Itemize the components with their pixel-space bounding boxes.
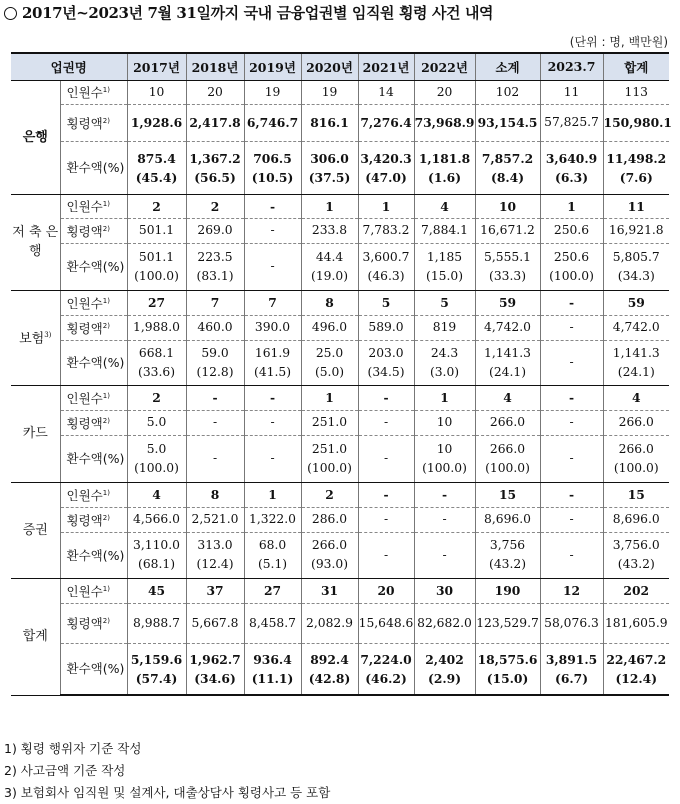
value-cell: 1,988.0 — [127, 315, 186, 340]
metric-label — [60, 340, 127, 385]
table-row — [11, 532, 669, 578]
value-cell: 27 — [127, 290, 186, 315]
value-cell: 113 — [603, 80, 669, 104]
value-cell: 68.0 (5.1) — [244, 532, 301, 578]
value-cell: 266.0 — [603, 410, 669, 435]
value-cell: 7 — [244, 290, 301, 315]
value-cell: 5.0 (100.0) — [127, 435, 186, 482]
metric-label — [60, 385, 127, 410]
value-cell: 19 — [244, 80, 301, 104]
footnote: 1) 횡령 행위자 기준 작성 — [4, 741, 142, 756]
value-cell: - — [414, 482, 475, 507]
value-cell: 3,640.9 (6.3) — [540, 141, 603, 194]
value-cell: 1,181.8 (1.6) — [414, 141, 475, 194]
value-cell: 10 — [475, 194, 540, 218]
value-cell: 875.4 (45.4) — [127, 141, 186, 194]
table-row — [11, 141, 669, 194]
metric-label-text: 인원수 — [66, 199, 103, 215]
metric-label — [60, 80, 127, 104]
value-cell: 501.1 (100.0) — [127, 243, 186, 290]
value-cell: 123,529.7 — [475, 603, 540, 643]
unit-note: (단위 : 명, 백만원) — [569, 35, 668, 49]
header-cell: 소계 — [475, 53, 540, 80]
value-cell: 93,154.5 — [475, 104, 540, 141]
value-cell: 15 — [475, 482, 540, 507]
value-cell: 1,322.0 — [244, 507, 301, 532]
value-cell: 16,671.2 — [475, 218, 540, 243]
value-cell: 233.8 — [301, 218, 358, 243]
table-row — [11, 104, 669, 141]
metric-label — [60, 104, 127, 141]
value-cell: 203.0 (34.5) — [358, 340, 414, 385]
metric-label-text: 환수액(%) — [66, 259, 125, 274]
value-cell: 223.5 (83.1) — [186, 243, 244, 290]
circle-bullet-icon — [4, 7, 17, 20]
value-cell: 4,566.0 — [127, 507, 186, 532]
value-cell: 202 — [603, 578, 669, 603]
value-cell: - — [358, 532, 414, 578]
value-cell: 306.0 (37.5) — [301, 141, 358, 194]
value-cell: 2 — [186, 194, 244, 218]
value-cell: 4 — [127, 482, 186, 507]
value-cell: 10 (100.0) — [414, 435, 475, 482]
value-cell: 20 — [414, 80, 475, 104]
value-cell: 11 — [603, 194, 669, 218]
value-cell: 37 — [186, 578, 244, 603]
value-cell: 6,746.7 — [244, 104, 301, 141]
value-cell: 819 — [414, 315, 475, 340]
value-cell: 4 — [603, 385, 669, 410]
value-cell: 190 — [475, 578, 540, 603]
value-cell: 82,682.0 — [414, 603, 475, 643]
table-row — [11, 80, 669, 104]
value-cell: 1,928.6 — [127, 104, 186, 141]
value-cell: 7,884.1 — [414, 218, 475, 243]
value-cell: 250.6 — [540, 218, 603, 243]
metric-label-text: 환수액(%) — [66, 355, 125, 370]
document-title: 2017년~2023년 7월 31일까지 국내 금융업권별 임직원 횡령 사건 내역 — [4, 2, 676, 26]
table-row — [11, 218, 669, 243]
value-cell: 1,141.3 (24.1) — [603, 340, 669, 385]
value-cell: 7,224.0 (46.2) — [358, 643, 414, 695]
value-cell: 4,742.0 — [603, 315, 669, 340]
value-cell: 1,185 (15.0) — [414, 243, 475, 290]
value-cell: 5.0 — [127, 410, 186, 435]
value-cell: 10 — [127, 80, 186, 104]
footnote-marker: 1) — [102, 296, 110, 305]
value-cell: 286.0 — [301, 507, 358, 532]
footnote-marker: 2) — [102, 416, 110, 425]
metric-label-text: 횡령액 — [66, 513, 103, 529]
value-cell: 269.0 — [186, 218, 244, 243]
value-cell: 1 — [244, 482, 301, 507]
value-cell: 73,968.9 — [414, 104, 475, 141]
value-cell: 589.0 — [358, 315, 414, 340]
value-cell: - — [540, 435, 603, 482]
metric-label-text: 횡령액 — [66, 224, 103, 240]
value-cell: 57,825.7 — [540, 104, 603, 141]
table-row — [11, 578, 669, 603]
table-row — [11, 194, 669, 218]
value-cell: 892.4 (42.8) — [301, 643, 358, 695]
value-cell: 59.0 (12.8) — [186, 340, 244, 385]
value-cell: 266.0 (100.0) — [603, 435, 669, 482]
footnote-marker: 1) — [102, 391, 110, 400]
value-cell: 5 — [414, 290, 475, 315]
value-cell: 102 — [475, 80, 540, 104]
metric-label — [60, 507, 127, 532]
value-cell: 59 — [603, 290, 669, 315]
industry-name: 은행 — [22, 129, 48, 145]
value-cell: 20 — [358, 578, 414, 603]
header-cell: 2018년 — [186, 53, 244, 80]
industry-name: 합계 — [22, 629, 48, 644]
value-cell: 27 — [244, 578, 301, 603]
footnote-marker: 1) — [102, 584, 110, 593]
metric-label-text: 횡령액 — [66, 321, 103, 337]
value-cell: - — [540, 507, 603, 532]
value-cell: 266.0 — [475, 410, 540, 435]
value-cell: 2 — [127, 194, 186, 218]
value-cell: 4 — [475, 385, 540, 410]
value-cell: 7,276.4 — [358, 104, 414, 141]
value-cell: - — [244, 410, 301, 435]
metric-label — [60, 194, 127, 218]
value-cell: 5,159.6 (57.4) — [127, 643, 186, 695]
value-cell: - — [540, 482, 603, 507]
footnote: 3) 보험회사 임직원 및 설계사, 대출상담사 횡령사고 등 포함 — [4, 785, 331, 800]
value-cell: - — [540, 340, 603, 385]
value-cell: 250.6 (100.0) — [540, 243, 603, 290]
table-row — [11, 315, 669, 340]
table-row — [11, 435, 669, 482]
metric-label — [60, 410, 127, 435]
table-row — [11, 643, 669, 695]
value-cell: 1 — [414, 385, 475, 410]
value-cell: 24.3 (3.0) — [414, 340, 475, 385]
metric-label — [60, 243, 127, 290]
value-cell: 1 — [358, 194, 414, 218]
metric-label — [60, 532, 127, 578]
table-row — [11, 603, 669, 643]
metric-label-text: 횡령액 — [66, 416, 103, 432]
table-row — [11, 507, 669, 532]
value-cell: 1,141.3 (24.1) — [475, 340, 540, 385]
value-cell: 14 — [358, 80, 414, 104]
metric-label-text: 인원수 — [66, 85, 103, 101]
value-cell: 4 — [414, 194, 475, 218]
value-cell: 266.0 (100.0) — [475, 435, 540, 482]
value-cell: - — [540, 410, 603, 435]
metric-label — [60, 315, 127, 340]
value-cell: 2 — [127, 385, 186, 410]
value-cell: - — [358, 410, 414, 435]
value-cell: 251.0 — [301, 410, 358, 435]
metric-label-text: 인원수 — [66, 296, 103, 312]
table-row — [11, 243, 669, 290]
value-cell: - — [358, 435, 414, 482]
table-row — [11, 290, 669, 315]
value-cell: - — [186, 385, 244, 410]
metric-label — [60, 578, 127, 603]
embezzlement-table — [11, 52, 672, 696]
value-cell: - — [414, 532, 475, 578]
industry-name: 증권 — [22, 522, 48, 538]
value-cell: 16,921.8 — [603, 218, 669, 243]
metric-label — [60, 482, 127, 507]
value-cell: 2,521.0 — [186, 507, 244, 532]
value-cell: 161.9 (41.5) — [244, 340, 301, 385]
value-cell: 8,988.7 — [127, 603, 186, 643]
value-cell: 2 — [301, 482, 358, 507]
metric-label — [60, 435, 127, 482]
metric-label-text: 인원수 — [66, 488, 103, 504]
industry-name-cell — [11, 290, 60, 385]
value-cell: 1,962.7 (34.6) — [186, 643, 244, 695]
value-cell: - — [540, 385, 603, 410]
value-cell: 8,696.0 — [475, 507, 540, 532]
metric-label-text: 환수액(%) — [66, 661, 125, 677]
header-cell: 2023.7 — [540, 53, 603, 80]
metric-label — [60, 603, 127, 643]
value-cell: 1 — [301, 194, 358, 218]
value-cell: - — [186, 435, 244, 482]
table-row — [11, 340, 669, 385]
value-cell: - — [244, 218, 301, 243]
value-cell: 20 — [186, 80, 244, 104]
value-cell: 313.0 (12.4) — [186, 532, 244, 578]
value-cell: 45 — [127, 578, 186, 603]
metric-label-text: 횡령액 — [66, 116, 103, 132]
metric-label-text: 인원수 — [66, 584, 103, 600]
value-cell: 7 — [186, 290, 244, 315]
value-cell: 31 — [301, 578, 358, 603]
metric-label-text: 횡령액 — [66, 616, 103, 632]
value-cell: - — [540, 315, 603, 340]
footnote-marker: 1) — [102, 200, 110, 209]
metric-label — [60, 141, 127, 194]
value-cell: 5,555.1 (33.3) — [475, 243, 540, 290]
table-row — [11, 385, 669, 410]
value-cell: 2,402 (2.9) — [414, 643, 475, 695]
value-cell: - — [540, 290, 603, 315]
value-cell: 3,891.5 (6.7) — [540, 643, 603, 695]
industry-name-cell — [11, 385, 60, 482]
industry-name: 카드 — [22, 426, 48, 441]
industry-name: 저 축 은행 — [12, 225, 59, 259]
value-cell: 706.5 (10.5) — [244, 141, 301, 194]
value-cell: 30 — [414, 578, 475, 603]
value-cell: 58,076.3 — [540, 603, 603, 643]
header-cell: 2022년 — [414, 53, 475, 80]
value-cell: 5,805.7 (34.3) — [603, 243, 669, 290]
metric-label — [60, 643, 127, 695]
table-row — [11, 482, 669, 507]
footnote-marker: 3) — [44, 331, 52, 340]
value-cell: - — [244, 243, 301, 290]
value-cell: 3,600.7 (46.3) — [358, 243, 414, 290]
footnote: 2) 사고금액 기준 작성 — [4, 763, 126, 778]
value-cell: 8,696.0 — [603, 507, 669, 532]
value-cell: 44.4 (19.0) — [301, 243, 358, 290]
industry-name-cell — [11, 482, 60, 578]
value-cell: 18,575.6 (15.0) — [475, 643, 540, 695]
value-cell: 1,367.2 (56.5) — [186, 141, 244, 194]
footnote-marker: 2) — [102, 224, 110, 233]
value-cell: - — [244, 194, 301, 218]
value-cell: 10 — [414, 410, 475, 435]
value-cell: 59 — [475, 290, 540, 315]
metric-label — [60, 218, 127, 243]
value-cell: 8 — [186, 482, 244, 507]
value-cell: 2,082.9 — [301, 603, 358, 643]
value-cell: 11,498.2 (7.6) — [603, 141, 669, 194]
footnote-marker: 2) — [102, 116, 110, 125]
footnotes — [4, 738, 330, 804]
industry-name-cell — [11, 80, 60, 194]
industry-name: 보험 — [19, 331, 45, 347]
value-cell: 496.0 — [301, 315, 358, 340]
value-cell: - — [540, 532, 603, 578]
value-cell: - — [358, 507, 414, 532]
industry-name-cell — [11, 578, 60, 695]
header-cell: 2017년 — [127, 53, 186, 80]
value-cell: 181,605.9 — [603, 603, 669, 643]
value-cell: 251.0 (100.0) — [301, 435, 358, 482]
metric-label — [60, 290, 127, 315]
value-cell: 3,110.0 (68.1) — [127, 532, 186, 578]
value-cell: 22,467.2 (12.4) — [603, 643, 669, 695]
footnote-marker: 1) — [102, 488, 110, 497]
header-cell: 업권명 — [11, 53, 127, 80]
value-cell: - — [358, 385, 414, 410]
value-cell: 15,648.6 — [358, 603, 414, 643]
footnote-marker: 2) — [102, 513, 110, 522]
value-cell: 7,783.2 — [358, 218, 414, 243]
footnote-marker: 2) — [102, 617, 110, 626]
value-cell: 3,420.3 (47.0) — [358, 141, 414, 194]
value-cell: 266.0 (93.0) — [301, 532, 358, 578]
footnote-marker: 2) — [102, 321, 110, 330]
header-cell: 2019년 — [244, 53, 301, 80]
value-cell: 3,756 (43.2) — [475, 532, 540, 578]
value-cell: 816.1 — [301, 104, 358, 141]
value-cell: 8 — [301, 290, 358, 315]
header-cell: 2021년 — [358, 53, 414, 80]
value-cell: 460.0 — [186, 315, 244, 340]
metric-label-text: 인원수 — [66, 391, 103, 407]
value-cell: 150,980.1 — [603, 104, 669, 141]
value-cell: - — [414, 507, 475, 532]
table-header-row — [11, 53, 669, 80]
value-cell: - — [244, 385, 301, 410]
metric-label-text: 환수액(%) — [66, 160, 125, 175]
value-cell: 4,742.0 — [475, 315, 540, 340]
value-cell: 11 — [540, 80, 603, 104]
value-cell: - — [358, 482, 414, 507]
table-body — [11, 80, 672, 695]
value-cell: 1 — [540, 194, 603, 218]
metric-label-text: 환수액(%) — [66, 451, 125, 466]
value-cell: 5 — [358, 290, 414, 315]
value-cell: 25.0 (5.0) — [301, 340, 358, 385]
header-cell: 2020년 — [301, 53, 358, 80]
value-cell: 668.1 (33.6) — [127, 340, 186, 385]
header-cell: 합계 — [603, 53, 669, 80]
industry-name-cell — [11, 194, 60, 290]
value-cell: 15 — [603, 482, 669, 507]
footnote-marker: 1) — [102, 86, 110, 95]
value-cell: 3,756.0 (43.2) — [603, 532, 669, 578]
metric-label-text: 환수액(%) — [66, 547, 125, 563]
value-cell: 390.0 — [244, 315, 301, 340]
value-cell: 7,857.2 (8.4) — [475, 141, 540, 194]
value-cell: 936.4 (11.1) — [244, 643, 301, 695]
value-cell: - — [244, 435, 301, 482]
value-cell: 19 — [301, 80, 358, 104]
value-cell: 2,417.8 — [186, 104, 244, 141]
value-cell: 501.1 — [127, 218, 186, 243]
table-row — [11, 410, 669, 435]
value-cell: 5,667.8 — [186, 603, 244, 643]
value-cell: 1 — [301, 385, 358, 410]
value-cell: 12 — [540, 578, 603, 603]
value-cell: - — [186, 410, 244, 435]
value-cell: 8,458.7 — [244, 603, 301, 643]
